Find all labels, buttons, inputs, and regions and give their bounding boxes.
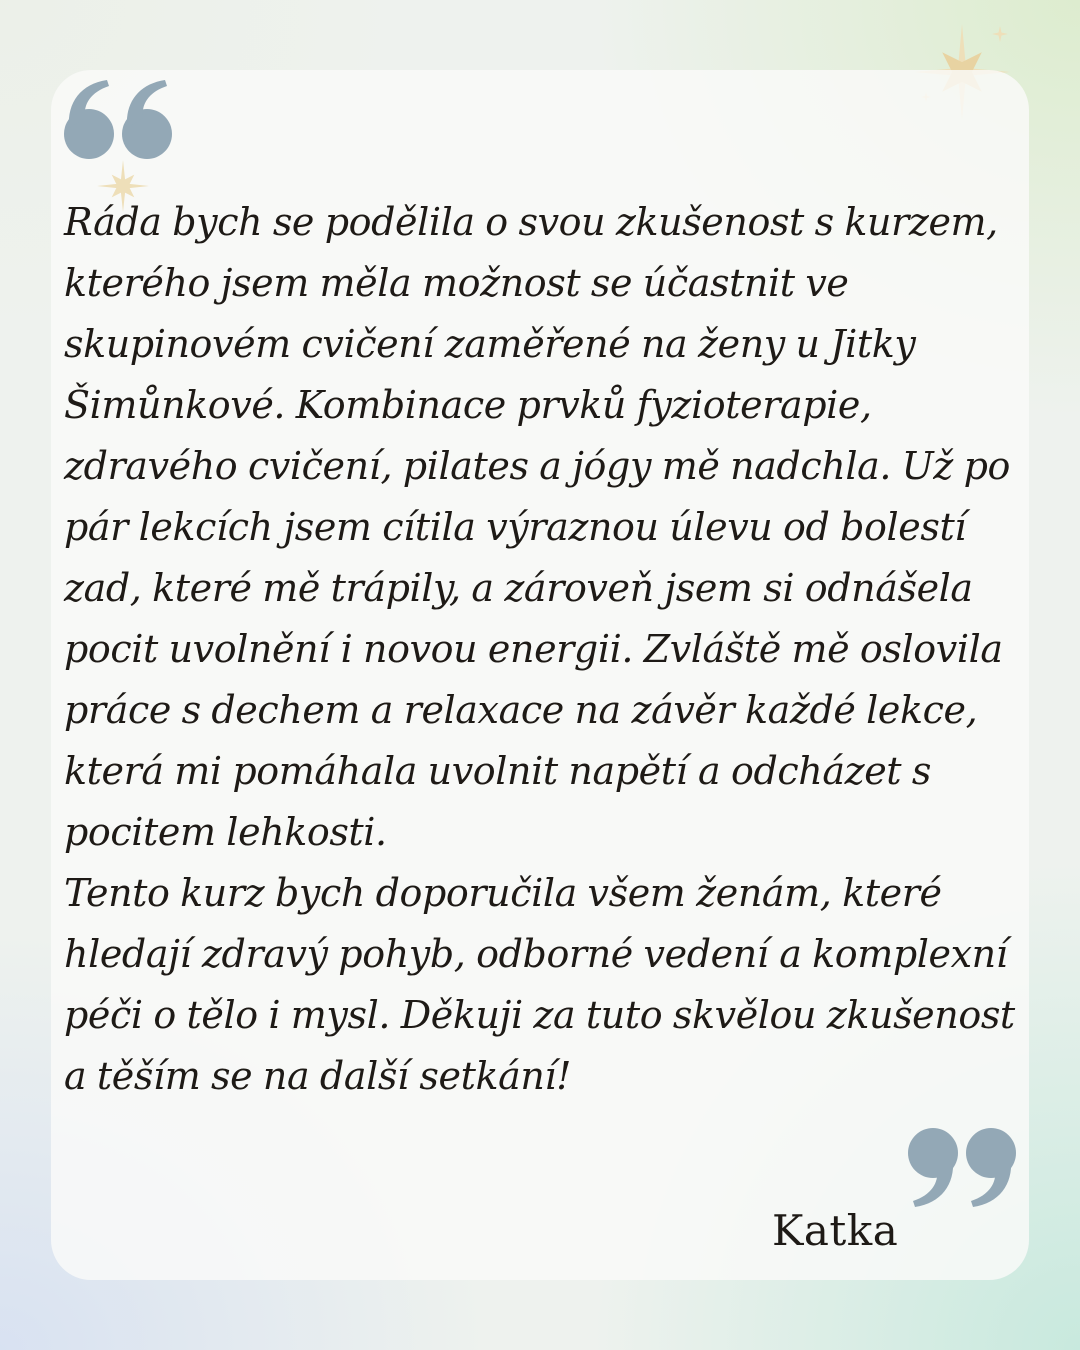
- author-name: Katka: [772, 1206, 899, 1255]
- testimonial-paragraph: Tento kurz bych doporučila všem ženám, které hledají zdravý pohyb, odborné vedení a komplexní péči o tělo i mysl. Děkuji za tuto skvělou zkušenost a těším se na další setkání!: [64, 871, 1015, 1098]
- closing-quote-icon: [905, 1125, 1017, 1209]
- testimonial-text: [64, 192, 1024, 1107]
- testimonial-paragraph: Ráda bych se podělila o svou zkušenost s kurzem, kterého jsem měla možnost se účastnit ve skupinovém cvičení zaměřené na ženy u Jitky Šimůnkové. Kombinace prvků fyzioterapie, zdravého cvičení, pilates a jógy mě nadchla. Už po pár lekcích jsem cítila výraznou úlevu od bolestí zad, které mě trápily, a zároveň jsem si odnášela pocit uvolnění i novou energii. Zvláště mě oslovila práce s dechem a relaxace na závěr každé lekce, která mi pomáhala uvolnit napětí a odcházet s pocitem lehkosti.: [64, 200, 1011, 854]
- opening-quote-icon: [63, 78, 175, 162]
